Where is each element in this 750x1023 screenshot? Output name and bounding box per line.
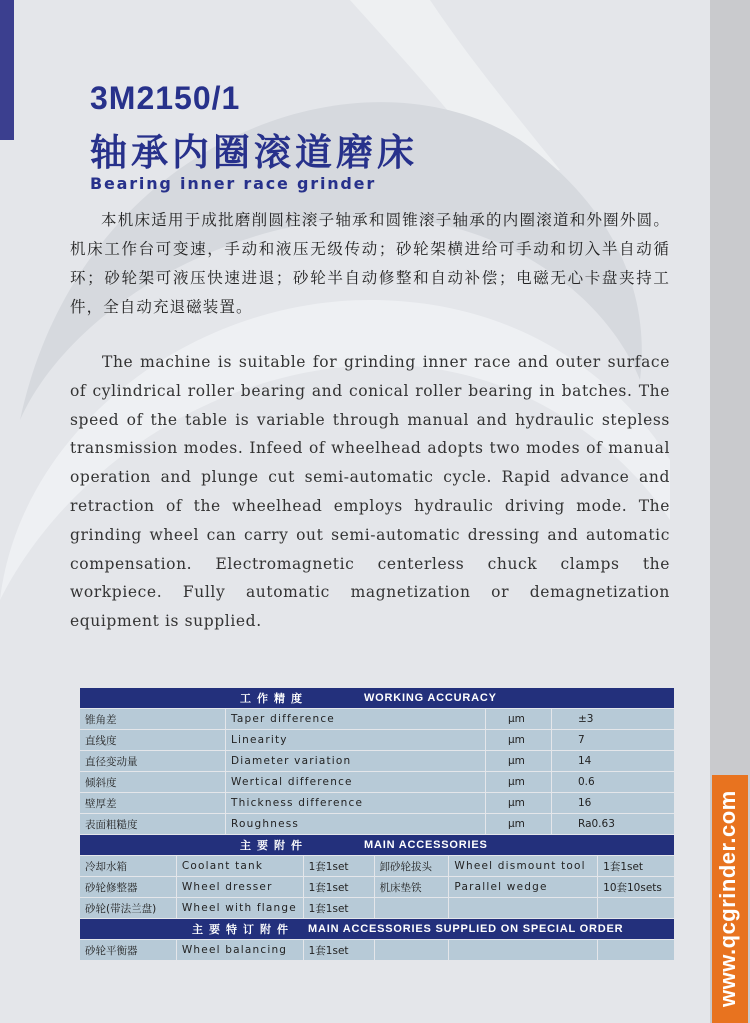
accessory-qty: 1套1set [304, 856, 374, 876]
accuracy-value: 0.6 [552, 772, 674, 792]
accuracy-row [80, 814, 674, 834]
accuracy-item-cn: 直线度 [80, 730, 225, 750]
website-text[interactable]: www.qcgrinder.com [715, 790, 740, 1008]
accuracy-unit: μm [486, 814, 551, 834]
accessory-name-cn: 冷却水箱 [80, 856, 176, 876]
accuracy-item-cn: 表面粗糙度 [80, 814, 225, 834]
model-number: 3M2150/1 [90, 80, 241, 116]
accessory-qty: 1套1set [304, 898, 374, 918]
accessory-name-en: Wheel with flange [177, 898, 303, 918]
title-english: Bearing inner race grinder [90, 174, 377, 193]
accuracy-value: 16 [552, 793, 674, 813]
special-title-en: MAIN ACCESSORIES SUPPLIED ON SPECIAL ORDER [308, 923, 624, 935]
accessory-qty: 1套1set [598, 856, 674, 876]
accessory-name-cn: 卸砂轮拔头 [375, 856, 449, 876]
accessories-row [80, 856, 674, 876]
accessory-name-en [449, 898, 597, 918]
accessory-qty: 1套1set [304, 940, 374, 960]
accuracy-unit: μm [486, 772, 551, 792]
special-header [80, 919, 674, 939]
left-accent-bar [0, 0, 14, 140]
accessory-name-cn: 机床垫铁 [375, 877, 449, 897]
accuracy-item-cn: 直径变动量 [80, 751, 225, 771]
accuracy-title-cn: 工作精度 [240, 692, 308, 705]
accuracy-item-en: Thickness difference [226, 793, 485, 813]
accessory-name-en [449, 940, 597, 960]
accessories-title-cn: 主要附件 [240, 839, 308, 852]
accessory-name-cn [375, 940, 449, 960]
accessories-header [80, 835, 674, 855]
accessory-name-cn: 砂轮(带法兰盘) [80, 898, 176, 918]
right-sidebar [710, 0, 750, 1023]
accuracy-value: 14 [552, 751, 674, 771]
accessory-name-cn: 砂轮平衡器 [80, 940, 176, 960]
accessory-qty: 10套10sets [598, 877, 674, 897]
accuracy-item-en: Roughness [226, 814, 485, 834]
accuracy-row [80, 730, 674, 750]
accuracy-value: Ra0.63 [552, 814, 674, 834]
accuracy-unit: μm [486, 730, 551, 750]
accuracy-row [80, 793, 674, 813]
accuracy-item-en: Linearity [226, 730, 485, 750]
accuracy-value: ±3 [552, 709, 674, 729]
special-row [80, 940, 674, 960]
accessories-row [80, 898, 674, 918]
accessories-row [80, 877, 674, 897]
description-english: The machine is suitable for grinding inner race and outer surface of cylindrical roller bearing and conical roller bearing in batches. The speed of the table is variable through manual and hydraulic stepless transmission modes. Infeed of wheelhead adopts two modes of manual operation and plunge cut semi-automatic cycle. Rapid advance and retraction of the wheelhead employs hydraulic driving mode. The grinding wheel can carry out semi-automatic dressing and automatic compensation. Electromagnetic centerless chuck clamps the workpiece. Fully automatic magnetization or demagnetization equipment is supplied. [70, 353, 670, 631]
accuracy-unit: μm [486, 793, 551, 813]
accuracy-title-en: WORKING ACCURACY [364, 692, 497, 704]
accuracy-row [80, 751, 674, 771]
accessory-name-en: Wheel balancing [177, 940, 303, 960]
accuracy-value: 7 [552, 730, 674, 750]
accuracy-unit: μm [486, 709, 551, 729]
accuracy-row [80, 709, 674, 729]
accuracy-item-en: Taper difference [226, 709, 485, 729]
special-title-cn: 主要特订附件 [192, 923, 294, 936]
accuracy-item-cn: 锥角差 [80, 709, 225, 729]
accessories-title-en: MAIN ACCESSORIES [364, 839, 488, 851]
accuracy-unit: μm [486, 751, 551, 771]
accessory-qty: 1套1set [304, 877, 374, 897]
accessory-name-cn: 砂轮修整器 [80, 877, 176, 897]
accuracy-item-cn: 倾斜度 [80, 772, 225, 792]
title-chinese: 轴承内圈滚道磨床 [90, 131, 418, 174]
accuracy-header [80, 688, 674, 708]
accuracy-item-en: Diameter variation [226, 751, 485, 771]
accuracy-item-cn: 壁厚差 [80, 793, 225, 813]
accuracy-row [80, 772, 674, 792]
accessory-name-en: Wheel dismount tool [449, 856, 597, 876]
spec-table [80, 688, 674, 961]
description-chinese: 本机床适用于成批磨削圆柱滚子轴承和圆锥滚子轴承的内圈滚道和外圈外圆。机床工作台可变速，手动和液压无级传动；砂轮架横进给可手动和切入半自动循环；砂轮架可液压快速进退；砂轮半自动修整和自动补偿；电磁无心卡盘夹持工件，全自动充退磁装置。 [70, 211, 670, 316]
accessory-name-en: Coolant tank [177, 856, 303, 876]
accessory-qty [598, 898, 674, 918]
accessory-name-en: Wheel dresser [177, 877, 303, 897]
accessory-name-en: Parallel wedge [449, 877, 597, 897]
accuracy-item-en: Wertical difference [226, 772, 485, 792]
accessory-name-cn [375, 898, 449, 918]
accessory-qty [598, 940, 674, 960]
